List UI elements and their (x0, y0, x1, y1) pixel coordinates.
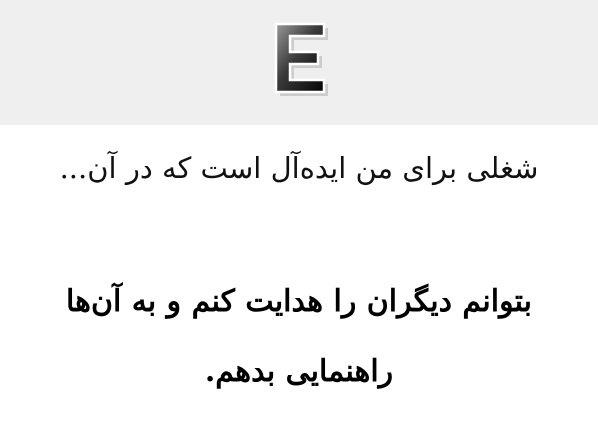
question-prompt: شغلی برای من ایده‌آل است که در آن... (59, 151, 539, 185)
answer-text-line-2: راهنمایی بدهم. (204, 354, 394, 389)
letter-e-icon (270, 20, 332, 100)
header-band (0, 0, 598, 125)
answer-text-line-1: بتوانم دیگران را هدایت کنم و به آن‌ها (66, 284, 532, 319)
letter-e-glyph (270, 20, 332, 100)
